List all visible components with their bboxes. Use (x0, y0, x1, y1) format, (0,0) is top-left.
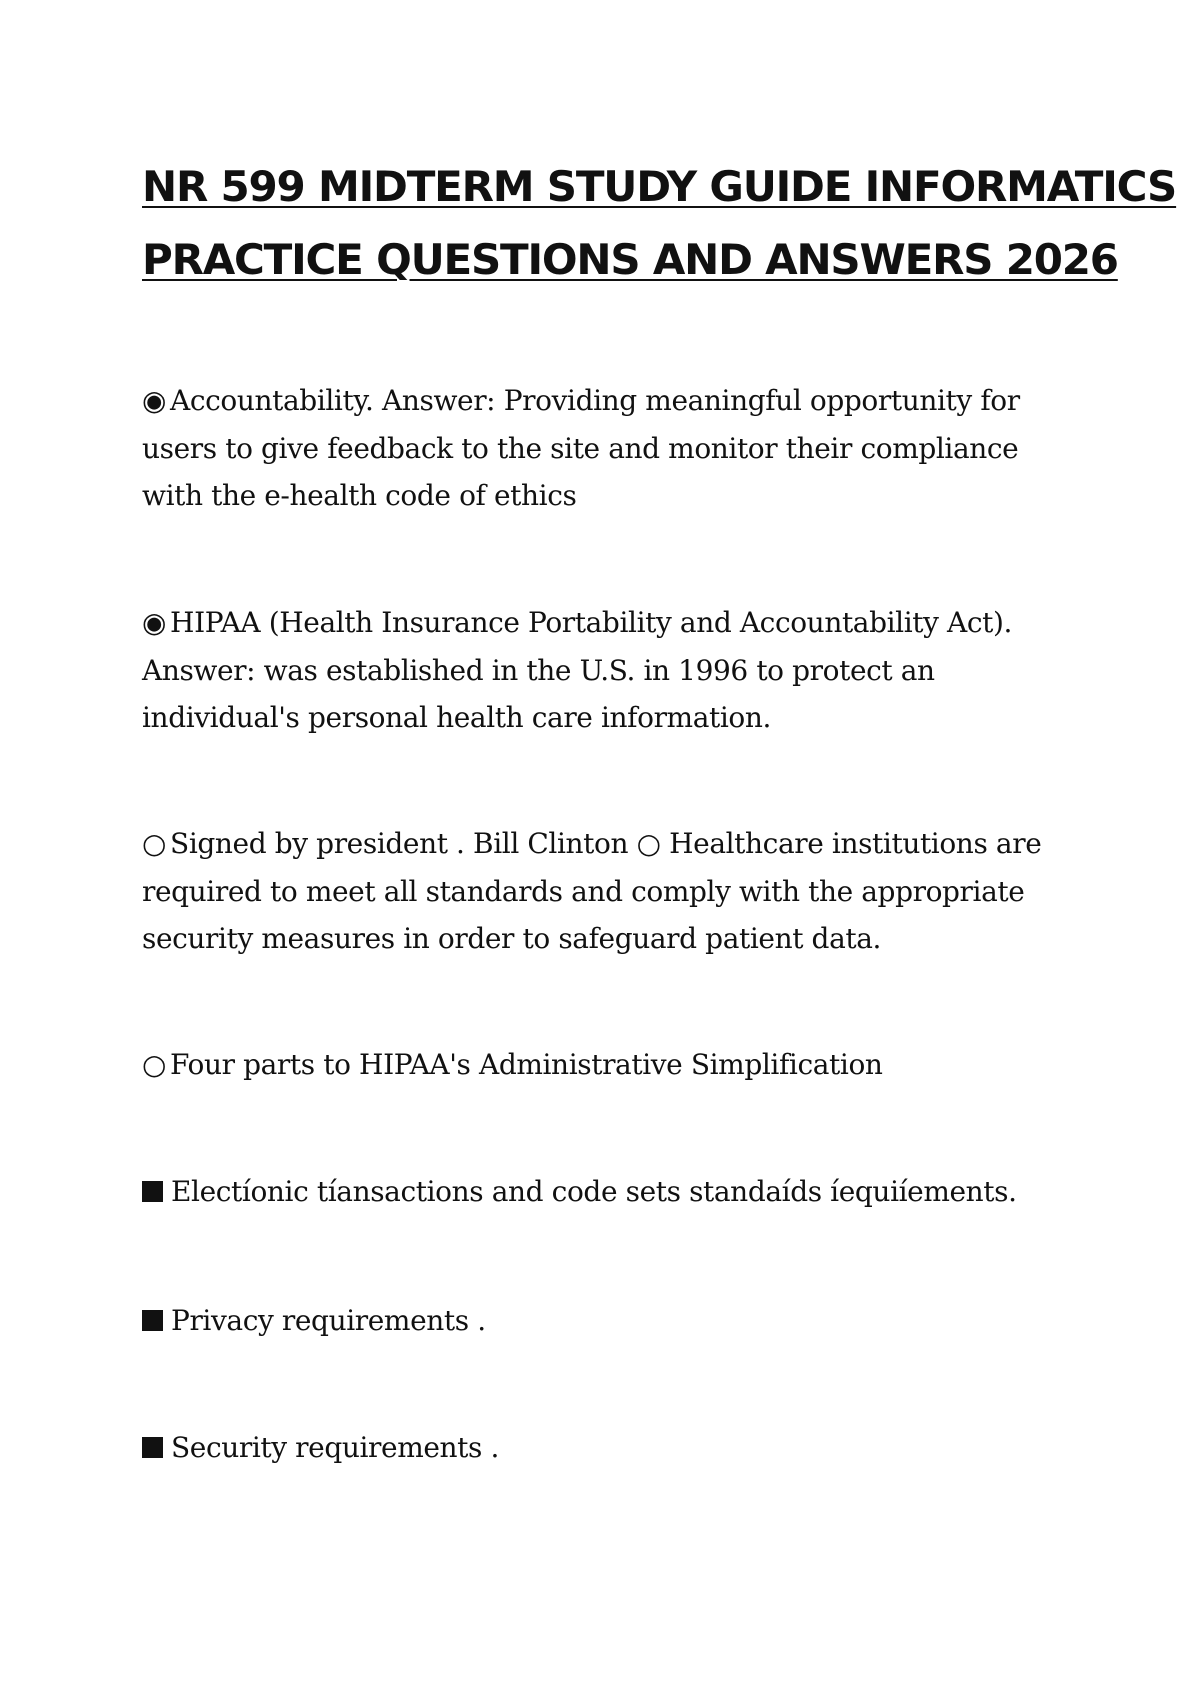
item-text: Security requirements . (171, 1431, 499, 1464)
item-text: HIPAA (Health Insurance Portability and Accountability Act). Answer: was established in the U.S. in 1996 to protect an individual's personal health care information. (142, 606, 1013, 734)
item-text: Four parts to HIPAA's Administrative Simplification (170, 1048, 883, 1081)
item-text: Accountability. Answer: Providing meaningful opportunity for users to give feedback to the site and monitor their compliance with the e-health code of ethics (142, 384, 1020, 512)
title-line-2: PRACTICE QUESTIONS AND ANSWERS 2026 (142, 235, 1118, 284)
radio-bullet-icon: ◉ (142, 606, 167, 639)
item-electronic-transactions (142, 1168, 1082, 1216)
item-security-requirements (142, 1424, 1082, 1472)
item-text: Signed by president . Bill Clinton ○ Healthcare institutions are required to meet all standards and comply with the appropriate security measures in order to safeguard patient data. (142, 827, 1042, 955)
radio-bullet-icon: ◉ (142, 384, 167, 417)
circle-bullet-icon: ○ (142, 827, 167, 860)
document-title (142, 150, 1177, 296)
item-four-parts (142, 1041, 1082, 1089)
item-hipaa (142, 599, 1082, 742)
circle-bullet-icon: ○ (142, 1048, 167, 1081)
square-bullet-icon (142, 1437, 163, 1458)
title-line-1: NR 599 MIDTERM STUDY GUIDE INFORMATICS (142, 162, 1177, 211)
square-bullet-icon (142, 1310, 163, 1331)
item-privacy-requirements (142, 1297, 1082, 1345)
item-text: Privacy requirements . (171, 1304, 486, 1337)
item-signed-by-president (142, 820, 1082, 963)
square-bullet-icon (142, 1181, 163, 1202)
item-accountability (142, 377, 1082, 520)
item-text: Electíonic tíansactions and code sets standaíds íequiíements. (171, 1175, 1017, 1208)
